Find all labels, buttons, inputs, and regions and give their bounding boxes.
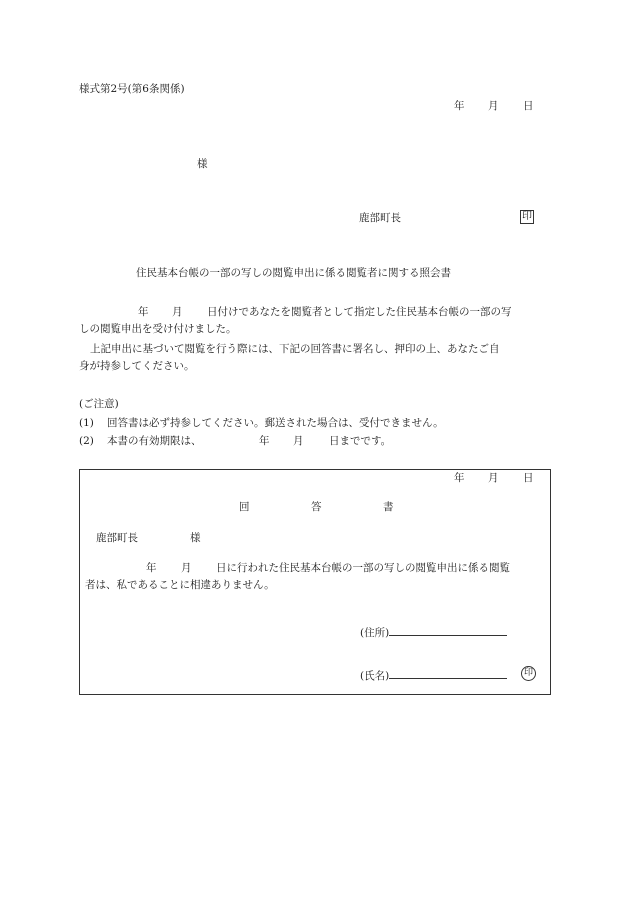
reply-stmt-year: 年 — [146, 562, 157, 574]
body-line2: しの閲覧申出を受け付けました。 — [79, 323, 237, 335]
reply-date-day: 日 — [523, 472, 534, 484]
reply-statement-line1: 日に行われた住民基本台帳の一部の写しの閲覧申出に係る閲覧 — [216, 562, 510, 574]
body-line3: 上記申出に基づいて閲覧を行う際には、下記の回答書に署名し、押印の上、あなたご自 — [90, 343, 500, 355]
address-label: (住所) — [360, 627, 390, 639]
addressee-suffix: 様 — [197, 158, 208, 170]
name-label: (氏名) — [360, 670, 390, 682]
note-2-number: (2) — [79, 435, 94, 447]
notes-heading: (ご注意) — [79, 398, 119, 410]
date-month: 月 — [488, 100, 499, 112]
form-number: 様式第2号(第6条関係) — [79, 83, 185, 95]
note-2-text: 本書の有効期限は、 — [107, 435, 202, 447]
reply-statement-line2: 者は、私であることに相違ありません。 — [85, 579, 275, 591]
note-1-text: 回答書は必ず持参してください。郵送された場合は、受付できません。 — [107, 417, 444, 429]
note-2-month: 月 — [293, 435, 304, 447]
date-day: 日 — [523, 100, 534, 112]
reply-date-year: 年 — [454, 472, 465, 484]
note-2-tail: 日までです。 — [329, 435, 392, 447]
reply-date-month: 月 — [488, 472, 499, 484]
name-field[interactable] — [360, 667, 507, 683]
body-line4: 身が持参してください。 — [79, 360, 195, 372]
body-month: 月 — [172, 306, 183, 318]
address-field[interactable] — [360, 624, 507, 640]
body-year: 年 — [138, 306, 149, 318]
issuer-name: 鹿部町長 — [359, 212, 401, 224]
reply-title-char-1: 回 — [239, 501, 250, 513]
reply-addressee: 鹿部町長 — [96, 532, 138, 544]
reply-title-char-2: 答 — [311, 501, 322, 513]
note-1-number: (1) — [79, 417, 94, 429]
reply-stmt-month: 月 — [181, 562, 192, 574]
document-title: 住民基本台帳の一部の写しの閲覧申出に係る閲覧者に関する照会書 — [136, 267, 451, 279]
note-2-year: 年 — [259, 435, 270, 447]
reply-addressee-suffix: 様 — [190, 532, 201, 544]
name-line[interactable] — [389, 667, 507, 679]
address-line[interactable] — [389, 624, 507, 636]
reply-title-char-3: 書 — [383, 501, 394, 513]
body-line1: 日付けであなたを閲覧者として指定した住民基本台帳の一部の写 — [207, 306, 512, 318]
reply-seal-mark: 印 — [521, 666, 536, 681]
seal-mark: 印 — [522, 211, 532, 222]
date-year: 年 — [454, 100, 465, 112]
